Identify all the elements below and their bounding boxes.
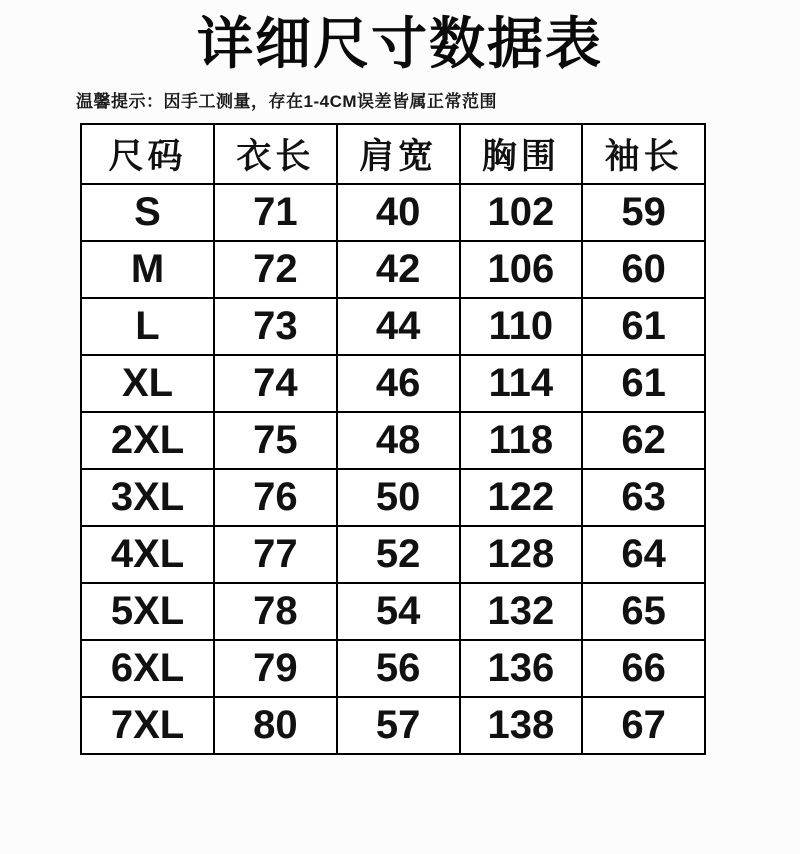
size-cell: 6XL [81,640,214,697]
measurement-cell: 50 [337,469,460,526]
measurement-cell: 73 [214,298,337,355]
measurement-cell: 61 [582,355,705,412]
table-row [81,583,705,640]
size-cell: 2XL [81,412,214,469]
table-row [81,526,705,583]
measurement-cell: 132 [460,583,583,640]
table-row [81,412,705,469]
measurement-cell: 60 [582,241,705,298]
table-row [81,469,705,526]
table-row [81,184,705,241]
size-cell: 5XL [81,583,214,640]
measurement-cell: 80 [214,697,337,754]
measurement-cell: 78 [214,583,337,640]
measurement-cell: 110 [460,298,583,355]
size-table [80,123,706,755]
table-row [81,640,705,697]
measurement-cell: 64 [582,526,705,583]
measurement-cell: 72 [214,241,337,298]
measurement-cell: 63 [582,469,705,526]
measurement-cell: 138 [460,697,583,754]
measurement-cell: 48 [337,412,460,469]
measurement-cell: 102 [460,184,583,241]
table-header-row [81,124,705,184]
size-cell: 3XL [81,469,214,526]
column-header-2: 肩宽 [337,124,460,184]
column-header-3: 胸围 [460,124,583,184]
measurement-cell: 62 [582,412,705,469]
table-row [81,241,705,298]
measurement-cell: 75 [214,412,337,469]
measurement-cell: 71 [214,184,337,241]
measurement-cell: 67 [582,697,705,754]
measurement-cell: 40 [337,184,460,241]
measurement-cell: 79 [214,640,337,697]
measurement-cell: 136 [460,640,583,697]
table-body [81,184,705,754]
measurement-cell: 46 [337,355,460,412]
measurement-notice: 温馨提示：因手工测量，存在1-4CM误差皆属正常范围 [76,91,498,111]
measurement-cell: 122 [460,469,583,526]
table-row [81,697,705,754]
measurement-cell: 61 [582,298,705,355]
measurement-cell: 76 [214,469,337,526]
measurement-cell: 118 [460,412,583,469]
measurement-cell: 74 [214,355,337,412]
table-row [81,355,705,412]
measurement-cell: 52 [337,526,460,583]
measurement-cell: 57 [337,697,460,754]
table-row [81,298,705,355]
measurement-cell: 54 [337,583,460,640]
measurement-cell: 65 [582,583,705,640]
measurement-cell: 106 [460,241,583,298]
measurement-cell: 44 [337,298,460,355]
measurement-cell: 59 [582,184,705,241]
size-cell: 7XL [81,697,214,754]
measurement-cell: 42 [337,241,460,298]
size-cell: XL [81,355,214,412]
page-title: 详细尺寸数据表 [197,12,603,75]
measurement-cell: 77 [214,526,337,583]
measurement-cell: 114 [460,355,583,412]
size-cell: S [81,184,214,241]
column-header-0: 尺码 [81,124,214,184]
size-cell: M [81,241,214,298]
size-cell: L [81,298,214,355]
measurement-cell: 56 [337,640,460,697]
size-cell: 4XL [81,526,214,583]
measurement-cell: 128 [460,526,583,583]
column-header-4: 袖长 [582,124,705,184]
measurement-cell: 66 [582,640,705,697]
column-header-1: 衣长 [214,124,337,184]
